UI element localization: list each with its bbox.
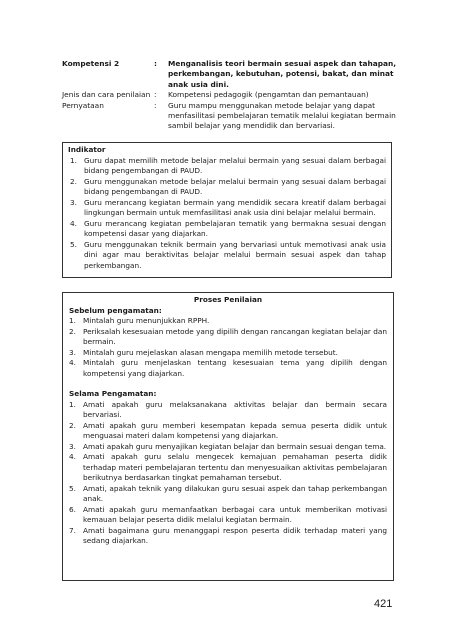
list-item [70,240,386,272]
list-item [70,156,386,177]
item-number: 5. [69,483,76,493]
item-number: 2. [69,326,76,336]
list-item [69,327,387,348]
item-text: Amati apakah guru memberi kesempatan kepada semua peserta didik untuk menguasai materi dalam kompetensi yang diajarkan. [83,420,387,440]
assessment-type-value: Kompetensi pedagogik (pengamtan dan pemantauan) [168,90,369,100]
process-title: Proses Penilaian [193,295,263,304]
item-number: 3. [70,197,77,207]
item-text: Amati bagaimana guru menanggapi respon peserta didik terhadap materi yang sedang diajarkan. [83,525,387,545]
item-number: 3. [69,347,76,357]
indicator-title: Indikator [68,145,106,154]
item-number: 2. [69,420,76,430]
item-text: Guru menggunakan teknik bermain yang bervariasi untuk memotivasi anak usia dini agar mau beraktivitas belajar melalui bermain sesuai aspek dan tahap perkembangan. [84,239,386,270]
competency-row [62,59,402,90]
statement-key: Pernyataan [62,100,104,110]
list-item [69,316,387,327]
item-number: 2. [70,176,77,186]
item-text: Guru menggunakan metode belajar melalui bermain yang sesuai dalam berbagai bidang pengembangan di PAUD. [84,176,386,196]
competency-colon: : [154,59,157,68]
page-number: 421 [374,598,393,610]
competency-value: Menganalisis teori bermain sesuai aspek dan tahapan, perkembangan, kebutuhan, potensi, bakat, dan minat anak usia dini. [168,59,397,89]
list-item [69,400,387,421]
list-item [69,484,387,505]
item-number: 7. [69,525,76,535]
list-item [69,421,387,442]
during-observation-list [69,400,387,547]
list-item [69,526,387,547]
section-gap [69,379,387,389]
before-observation-title: Sebelum pengamatan: [69,305,162,315]
during-observation-title: Selama Pengamatan: [69,389,157,398]
item-number: 1. [69,316,76,325]
list-item [70,219,386,240]
item-number: 1. [70,155,77,165]
indicator-box [62,142,392,278]
item-text: Mintalah guru menjelaskan tentang kesesuaian tema yang dipilih dengan kompetensi yang diajarkan. [83,358,387,378]
assessment-type-row [62,90,402,100]
assessment-type-key: Jenis dan cara penilaian [62,90,151,100]
item-text: Amati apakah guru melaksanakana aktivitas belajar dan bermain secara bervariasi. [83,399,387,419]
competency-key: Kompetensi 2 [62,59,120,68]
item-text: Amati apakah guru menyajikan kegiatan belajar dan bermain sesuai dengan tema. [83,441,387,451]
item-text: Mintalah guru mejelaskan alasan mengapa memilih metode tersebut. [83,347,338,357]
item-number: 4. [70,218,77,228]
list-item [70,177,386,198]
list-item [69,452,387,484]
item-number: 1. [69,399,76,409]
item-number: 3. [69,441,76,451]
item-number: 4. [69,358,76,367]
item-text: Amati, apakah teknik yang dilakukan guru sesuai aspek dan tahap perkembangan anak. [83,483,387,503]
item-text: Amati apakah guru memanfaatkan berbagai cara untuk memberikan motivasi kemauan belajar peserta didik melalui kegiatan bermain. [83,504,387,524]
assessment-type-colon: : [154,90,157,100]
assessment-process-box [62,292,394,581]
list-item [69,442,387,453]
indicator-list [68,156,386,272]
item-text: Guru merancang kegiatan bermain yang mendidik secara kreatif dalam berbagai lingkungan bermain untuk memfasilitasi anak usia dini belajar melalui bermain. [84,197,386,217]
list-item [69,358,387,379]
list-item [69,348,387,359]
item-number: 5. [70,239,77,249]
list-item [69,505,387,526]
competency-header [62,59,402,132]
statement-colon: : [154,100,157,110]
item-text: Mintalah guru menunjukkan RPPH. [83,316,210,325]
item-text: Guru dapat memilih metode belajar melalui bermain yang sesuai dalam berbagai bidang pengembangan di PAUD. [84,155,386,175]
item-number: 4. [69,452,76,461]
item-text: Guru merancang kegiatan pembelajaran tematik yang bermakna sesuai dengan kompetensi dasar yang diajarkan. [84,218,386,238]
statement-row [62,101,402,132]
item-text: Amati apakah guru selalu mengecek kemajuan pemahaman peserta didik terhadap materi pembelajaran tertentu dan menyesuaikan aktivitas pembelajaran berikutnya berdasarkan tingkat pemahaman tersebut. [83,452,387,482]
list-item [70,198,386,219]
before-observation-list [69,316,387,379]
statement-value: Guru mampu menggunakan metode belajar yang dapat menfasilitasi pembelajaran tematik melalui kegiatan bermain sambil belajar yang mendidik dan bervariasi. [168,100,396,131]
item-number: 6. [69,504,76,514]
item-text: Periksalah kesesuaian metode yang dipilih dengan rancangan kegiatan belajar dan bermain. [83,326,387,346]
